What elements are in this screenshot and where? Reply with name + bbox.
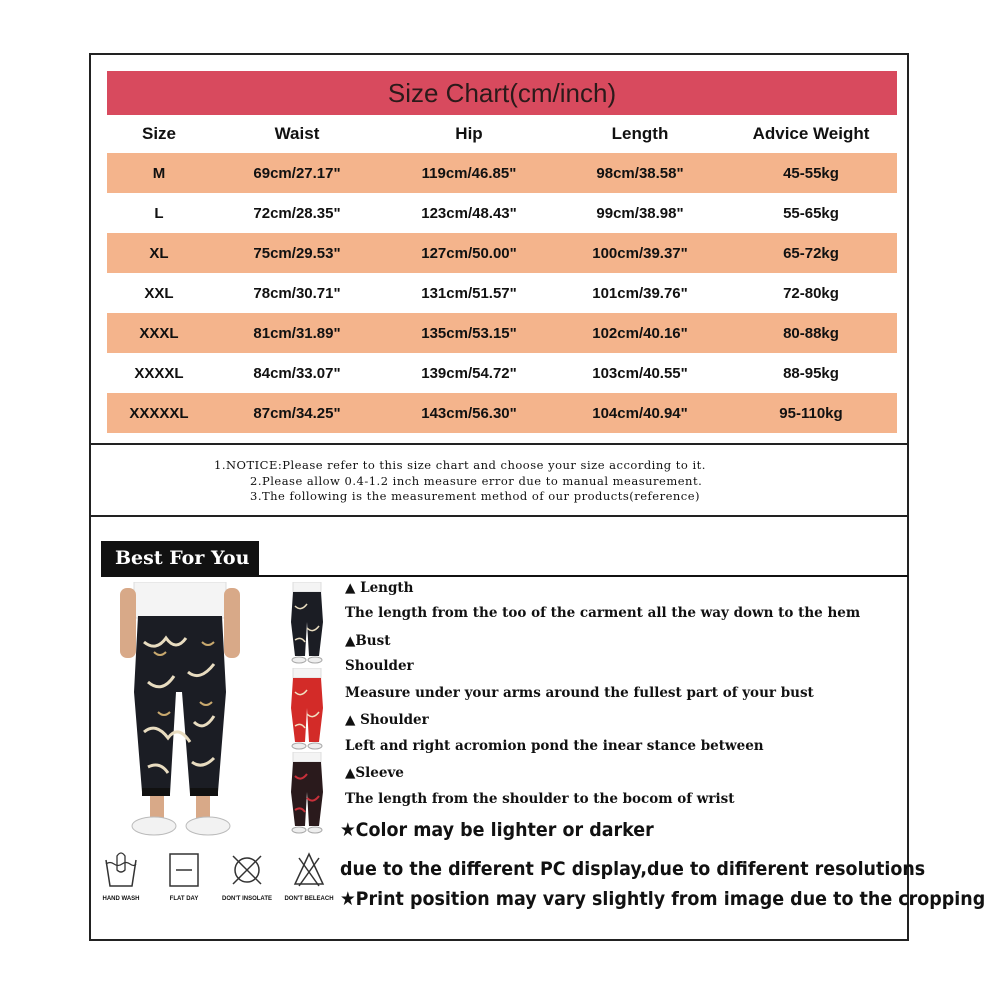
cell-waist: 75cm/29.53" bbox=[253, 244, 341, 262]
table-row bbox=[107, 393, 897, 433]
cell-waist: 81cm/31.89" bbox=[253, 324, 341, 342]
flat-dry-icon bbox=[166, 850, 202, 890]
cell-weight: 55-65kg bbox=[783, 204, 839, 222]
cell-length: 102cm/40.16" bbox=[592, 324, 688, 342]
cell-waist: 87cm/34.25" bbox=[253, 404, 341, 422]
product-thumb-red bbox=[285, 668, 329, 750]
best-for-you-underline bbox=[101, 575, 908, 577]
cell-hip: 127cm/50.00" bbox=[421, 244, 517, 262]
cell-length: 100cm/39.37" bbox=[592, 244, 688, 262]
sleeve-heading: ▲Sleeve bbox=[345, 765, 404, 781]
table-row bbox=[107, 193, 897, 233]
flat-dry-label: FLAT DAY bbox=[169, 896, 199, 902]
dont-insolate-icon bbox=[229, 850, 265, 890]
cell-hip: 139cm/54.72" bbox=[421, 364, 517, 382]
cell-length: 99cm/38.98" bbox=[596, 204, 684, 222]
table-row bbox=[107, 153, 897, 193]
cell-hip: 135cm/53.15" bbox=[421, 324, 517, 342]
product-photo-main bbox=[114, 582, 246, 842]
cell-weight: 88-95kg bbox=[783, 364, 839, 382]
cell-hip: 131cm/51.57" bbox=[421, 284, 517, 302]
cell-length: 101cm/39.76" bbox=[592, 284, 688, 302]
cell-size: XXXXXL bbox=[129, 404, 189, 422]
cell-length: 104cm/40.94" bbox=[592, 404, 688, 422]
table-row bbox=[107, 353, 897, 393]
cell-waist: 78cm/30.71" bbox=[253, 284, 341, 302]
cell-size: M bbox=[152, 164, 166, 182]
header-waist: Waist bbox=[274, 124, 320, 143]
cell-size: XXXXL bbox=[134, 364, 184, 382]
cell-weight: 95-110kg bbox=[779, 404, 843, 422]
cell-weight: 80-88kg bbox=[783, 324, 839, 342]
care-dont-insolate bbox=[212, 850, 282, 902]
cell-weight: 45-55kg bbox=[783, 164, 839, 182]
size-chart-title: Size Chart(cm/inch) bbox=[107, 71, 897, 115]
care-hand-wash bbox=[86, 850, 156, 902]
product-thumb-black bbox=[285, 582, 329, 664]
cell-weight: 72-80kg bbox=[783, 284, 839, 302]
shoulder-text: Left and right acromion pond the inear stance between bbox=[345, 738, 764, 754]
dont-bleach-icon bbox=[291, 850, 327, 890]
dont-bleach-label: DON'T BELEACH bbox=[284, 896, 334, 902]
table-row bbox=[107, 313, 897, 353]
notice-line-1: 1.NOTICE:Please refer to this size chart and choose your size according to it. bbox=[214, 458, 706, 472]
notice-line-3: 3.The following is the measurement method of our products(reference) bbox=[250, 489, 701, 503]
cell-size: XXXL bbox=[139, 324, 179, 342]
print-note: ★Print position may vary slightly from image due to the cropping bbox=[340, 888, 986, 910]
cell-size: XXL bbox=[144, 284, 174, 302]
product-thumb-dark-red bbox=[285, 752, 329, 834]
table-row bbox=[107, 273, 897, 313]
header-hip: Hip bbox=[455, 124, 483, 143]
table-row bbox=[107, 233, 897, 273]
cell-size: XL bbox=[149, 244, 169, 262]
cell-size: L bbox=[154, 204, 164, 222]
hand-wash-icon bbox=[103, 850, 139, 890]
cell-hip: 123cm/48.43" bbox=[421, 204, 517, 222]
divider bbox=[89, 515, 909, 517]
hand-wash-label: HAND WASH bbox=[102, 896, 140, 902]
color-note: ★Color may be lighter or darker bbox=[340, 819, 654, 841]
divider bbox=[89, 443, 909, 445]
bust-text: Measure under your arms around the fullest part of your bust bbox=[345, 685, 814, 701]
cell-hip: 119cm/46.85" bbox=[421, 164, 517, 182]
notice-block bbox=[90, 458, 908, 505]
cell-waist: 84cm/33.07" bbox=[253, 364, 341, 382]
display-note: due to the different PC display,due to dififerent resolutions bbox=[340, 858, 926, 880]
size-table bbox=[107, 115, 897, 433]
bust-heading: ▲Bust bbox=[345, 633, 391, 649]
cell-length: 103cm/40.55" bbox=[592, 364, 688, 382]
cell-waist: 69cm/27.17" bbox=[253, 164, 341, 182]
care-dont-bleach bbox=[274, 850, 344, 902]
best-for-you-title: Best For You bbox=[101, 541, 259, 575]
header-advice-weight: Advice Weight bbox=[752, 124, 870, 143]
cell-length: 98cm/38.58" bbox=[596, 164, 684, 182]
sleeve-text: The length from the shoulder to the bocom of wrist bbox=[345, 791, 735, 807]
header-size: Size bbox=[141, 124, 177, 143]
shoulder-label: Shoulder bbox=[345, 658, 414, 674]
cell-waist: 72cm/28.35" bbox=[253, 204, 341, 222]
header-length: Length bbox=[611, 124, 669, 143]
length-text: The length from the too of the carment all the way down to the hem bbox=[345, 605, 861, 621]
table-header bbox=[107, 115, 897, 153]
cell-hip: 143cm/56.30" bbox=[421, 404, 517, 422]
notice-line-2: 2.Please allow 0.4-1.2 inch measure error due to manual measurement. bbox=[250, 473, 703, 488]
dont-insolate-label: DON'T INSOLATE bbox=[222, 896, 272, 902]
care-flat-dry bbox=[149, 850, 219, 902]
length-heading: ▲ Length bbox=[345, 580, 414, 596]
cell-weight: 65-72kg bbox=[783, 244, 839, 262]
shoulder-heading: ▲ Shoulder bbox=[345, 712, 429, 728]
